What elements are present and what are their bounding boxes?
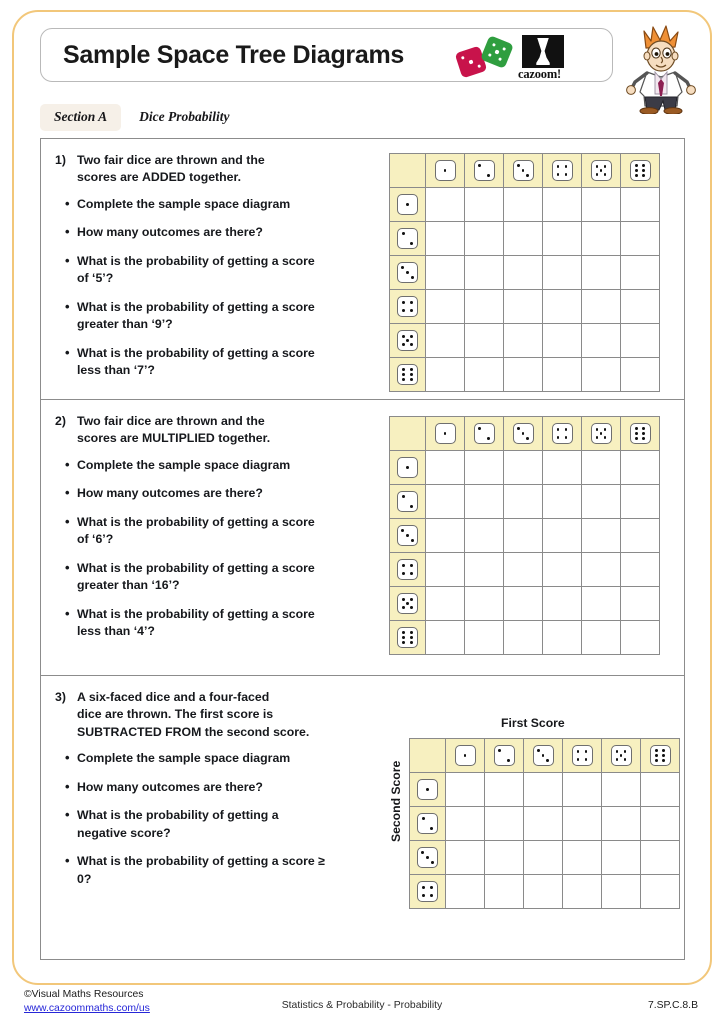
die-6-icon [397,627,418,648]
grid-answer-cell[interactable] [504,324,543,358]
grid-answer-cell[interactable] [543,485,582,519]
die-4-icon [417,881,438,902]
grid-answer-cell[interactable] [504,621,543,655]
question-block-2 [41,400,684,675]
bullet-item: • How many outcomes are there? [77,224,329,241]
grid-row-header [390,621,426,655]
bullet-item: • What is the probability of getting a negative score? [77,807,329,842]
grid-answer-cell[interactable] [543,324,582,358]
die-5-icon [591,160,612,181]
die-1-icon [435,423,456,444]
grid-answer-cell[interactable] [582,451,621,485]
grid-column-header [602,739,641,773]
grid-answer-cell[interactable] [621,553,660,587]
die-4-icon [397,296,418,317]
grid-answer-cell[interactable] [621,621,660,655]
grid-answer-cell[interactable] [465,222,504,256]
grid-answer-cell[interactable] [582,290,621,324]
die-3-icon [533,745,554,766]
die-5-icon [397,593,418,614]
grid-row-header [410,875,446,909]
bullet-item: • Complete the sample space diagram [77,457,329,474]
goblet-icon [522,35,564,68]
grid-answer-cell[interactable] [465,188,504,222]
die-6-icon [630,423,651,444]
grid-column-header [543,417,582,451]
grid-answer-cell[interactable] [504,485,543,519]
grid-row-header [390,519,426,553]
grid-answer-cell[interactable] [504,256,543,290]
grid-row-header [390,485,426,519]
grid-column-header [621,417,660,451]
sample-space-grid-1[interactable] [389,153,660,392]
grid-answer-cell[interactable] [465,256,504,290]
grid-answer-cell[interactable] [426,553,465,587]
die-4-icon [552,160,573,181]
grid-row [390,188,660,222]
grid-answer-cell[interactable] [621,451,660,485]
grid-answer-cell[interactable] [641,841,680,875]
grid-answer-cell[interactable] [582,587,621,621]
grid-answer-cell[interactable] [621,222,660,256]
grid-answer-cell[interactable] [621,188,660,222]
grid-answer-cell[interactable] [504,451,543,485]
grid-column-header [524,739,563,773]
grid-column-header [465,417,504,451]
bullet-item: • How many outcomes are there? [77,485,329,502]
grid-row [410,841,680,875]
die-4-icon [552,423,573,444]
grid-answer-cell[interactable] [543,621,582,655]
grid-answer-cell[interactable] [465,358,504,392]
cazoom-wordmark: cazoom! [518,67,562,81]
grid-answer-cell[interactable] [465,587,504,621]
grid-answer-cell[interactable] [504,587,543,621]
footer-topic: Statistics & Probability - Probability [281,1000,443,1011]
question-stem [77,689,339,741]
grid-answer-cell[interactable] [582,519,621,553]
die-2-icon [397,228,418,249]
grid-row [390,519,660,553]
grid-answer-cell[interactable] [641,773,680,807]
grid-column-header [582,154,621,188]
grid-answer-cell[interactable] [426,451,465,485]
stem-line-2-pre: scores are [77,170,142,185]
die-3-icon [417,847,438,868]
die-2-icon [417,813,438,834]
stem-line-2-post: together. [185,170,242,185]
grid-column-header [543,154,582,188]
grid-row-header [390,222,426,256]
grid-row [410,807,680,841]
grid-answer-cell[interactable] [563,807,602,841]
grid-column-header [582,417,621,451]
first-score-axis-label: First Score [501,716,565,730]
title-bar [40,28,613,82]
grid-row [390,358,660,392]
section-topic: Dice Probability [139,109,230,124]
die-3-icon [513,160,534,181]
grid-answer-cell[interactable] [485,773,524,807]
grid-answer-cell[interactable] [563,875,602,909]
grid-answer-cell[interactable] [543,188,582,222]
grid-column-header [426,417,465,451]
grid-row [390,621,660,655]
question-block-3 [41,676,684,959]
grid-row [390,324,660,358]
grid-row-header [390,324,426,358]
bullet-item: • What is the probability of getting a score greater than ‘9’? [77,299,329,334]
grid-answer-cell[interactable] [465,485,504,519]
grid-answer-cell[interactable] [446,807,485,841]
grid-answer-cell[interactable] [543,553,582,587]
grid-row [410,773,680,807]
sample-space-grid-1-table[interactable] [389,153,660,392]
grid-corner-cell [390,154,426,188]
grid-row-header [390,553,426,587]
stem-line-2-post: the second score. [201,724,310,739]
grid-row [390,451,660,485]
grid-answer-cell[interactable] [426,256,465,290]
grid-row-header [390,290,426,324]
sample-space-grid-2-table[interactable] [389,416,660,655]
grid-answer-cell[interactable] [524,807,563,841]
die-2-icon [494,745,515,766]
grid-answer-cell[interactable] [621,290,660,324]
grid-answer-cell[interactable] [641,875,680,909]
grid-row-header [410,841,446,875]
grid-answer-cell[interactable] [543,587,582,621]
question-stem [77,152,265,187]
grid-column-header [446,739,485,773]
grid-header-row [390,154,660,188]
die-3-icon [513,423,534,444]
grid-answer-cell[interactable] [426,324,465,358]
grid-row-header [390,451,426,485]
grid-answer-cell[interactable] [621,324,660,358]
grid-row-header [390,358,426,392]
die-2-icon [474,423,495,444]
grid-answer-cell[interactable] [465,451,504,485]
grid-answer-cell[interactable] [582,324,621,358]
die-1-icon [455,745,476,766]
grid-answer-cell[interactable] [582,358,621,392]
grid-header-row [390,417,660,451]
die-3-icon [397,525,418,546]
grid-answer-cell[interactable] [582,256,621,290]
die-6-icon [397,364,418,385]
bullet-item: • What is the probability of getting a score of ‘6’? [77,514,329,549]
questions-container [40,138,685,960]
grid-answer-cell[interactable] [582,621,621,655]
grid-answer-cell[interactable] [485,841,524,875]
grid-row [390,222,660,256]
grid-answer-cell[interactable] [582,553,621,587]
grid-answer-cell[interactable] [563,773,602,807]
grid-column-header [485,739,524,773]
bullet-item: • What is the probability of getting a score less than ‘7’? [77,345,329,380]
grid-answer-cell[interactable] [504,519,543,553]
grid-row [390,256,660,290]
die-5-icon [397,330,418,351]
grid-answer-cell[interactable] [446,841,485,875]
stem-line-2-post: together. [214,431,271,446]
page-title: Sample Space Tree Diagrams [63,40,404,69]
grid-column-header [504,417,543,451]
grid-answer-cell[interactable] [426,621,465,655]
die-1-icon [435,160,456,181]
die-4-icon [572,745,593,766]
grid-answer-cell[interactable] [543,256,582,290]
bullet-item: • What is the probability of getting a score greater than ‘16’? [77,560,329,595]
sample-space-grid-3[interactable] [409,738,680,909]
grid-answer-cell[interactable] [543,519,582,553]
grid-answer-cell[interactable] [563,841,602,875]
bullet-item: • What is the probability of getting a score of ‘5’? [77,253,329,288]
grid-row [390,290,660,324]
grid-answer-cell[interactable] [426,587,465,621]
grid-answer-cell[interactable] [485,807,524,841]
grid-row [390,485,660,519]
grid-answer-cell[interactable] [582,485,621,519]
grid-column-header [621,154,660,188]
grid-answer-cell[interactable] [504,358,543,392]
grid-answer-cell[interactable] [504,553,543,587]
die-3-icon [397,262,418,283]
grid-answer-cell[interactable] [465,621,504,655]
die-6-icon [630,160,651,181]
sample-space-grid-2[interactable] [389,416,660,655]
question-stem [77,413,270,448]
bullet-item: • Complete the sample space diagram [77,750,329,767]
grid-answer-cell[interactable] [504,290,543,324]
grid-answer-cell[interactable] [504,222,543,256]
stem-line-1: Two fair dice are thrown and the [77,153,265,167]
grid-answer-cell[interactable] [602,807,641,841]
grid-row-header [410,807,446,841]
grid-answer-cell[interactable] [426,188,465,222]
footer-copyright: ©Visual Maths Resources [24,989,144,1000]
die-5-icon [591,423,612,444]
grid-answer-cell[interactable] [426,290,465,324]
grid-answer-cell[interactable] [524,875,563,909]
stem-emphasis: MULTIPLIED [141,431,215,446]
section-label: Section A [54,108,108,124]
die-1-icon [397,457,418,478]
bullet-item: • What is the probability of getting a score ≥ 0? [77,853,329,888]
stem-emphasis: SUBTRACTED FROM [77,724,202,739]
question-number: 2) [55,414,66,428]
footer-url-link[interactable]: www.cazoommaths.com/us [24,1002,150,1014]
grid-row-header [390,188,426,222]
grid-answer-cell[interactable] [543,358,582,392]
question-number: 1) [55,153,66,167]
grid-column-header [563,739,602,773]
grid-answer-cell[interactable] [602,841,641,875]
grid-answer-cell[interactable] [621,519,660,553]
grid-answer-cell[interactable] [465,553,504,587]
grid-row-header [410,773,446,807]
bullet-item: • What is the probability of getting a score less than ‘4’? [77,606,329,641]
grid-answer-cell[interactable] [641,807,680,841]
grid-answer-cell[interactable] [524,773,563,807]
grid-answer-cell[interactable] [426,485,465,519]
grid-answer-cell[interactable] [582,188,621,222]
grid-answer-cell[interactable] [426,519,465,553]
stem-line-2-pre: scores are [77,431,142,446]
grid-answer-cell[interactable] [426,358,465,392]
grid-answer-cell[interactable] [582,222,621,256]
footer-standard-code: 7.SP.C.8.B [647,1000,698,1011]
stem-line-1: Two fair dice are thrown and the [77,414,265,428]
cartoon-scientist-mascot-icon [620,22,702,114]
stem-line-1: A six-faced dice and a four-faced [77,690,270,704]
grid-answer-cell[interactable] [543,451,582,485]
sample-space-grid-3-table[interactable] [409,738,680,909]
grid-answer-cell[interactable] [485,875,524,909]
die-4-icon [397,559,418,580]
grid-row [390,553,660,587]
grid-answer-cell[interactable] [621,587,660,621]
die-6-icon [650,745,671,766]
die-1-icon [397,194,418,215]
grid-answer-cell[interactable] [524,841,563,875]
section-tab [40,104,121,131]
grid-answer-cell[interactable] [446,773,485,807]
grid-answer-cell[interactable] [465,519,504,553]
page-footer [0,988,724,1024]
grid-answer-cell[interactable] [465,324,504,358]
grid-answer-cell[interactable] [621,256,660,290]
grid-answer-cell[interactable] [621,358,660,392]
grid-column-header [426,154,465,188]
stem-emphasis: ADDED [141,170,186,185]
bullet-item: • How many outcomes are there? [77,779,329,796]
question-block-1 [41,139,684,399]
cazoom-logo [450,33,600,81]
grid-answer-cell[interactable] [446,875,485,909]
grid-answer-cell[interactable] [621,485,660,519]
grid-answer-cell[interactable] [543,290,582,324]
grid-row [410,875,680,909]
grid-answer-cell[interactable] [465,290,504,324]
question-number: 3) [55,690,66,704]
grid-header-row [410,739,680,773]
grid-corner-cell [410,739,446,773]
die-2-icon [474,160,495,181]
bullet-item: • Complete the sample space diagram [77,196,329,213]
grid-answer-cell[interactable] [426,222,465,256]
grid-answer-cell[interactable] [504,188,543,222]
grid-column-header [465,154,504,188]
section-row [40,104,230,130]
grid-row-header [390,256,426,290]
second-score-axis-label: Second Score [389,760,403,842]
die-5-icon [611,745,632,766]
die-1-icon [417,779,438,800]
stem-line-2-pre: dice are thrown. The first score is [77,707,274,722]
grid-column-header [504,154,543,188]
grid-answer-cell[interactable] [602,875,641,909]
grid-row [390,587,660,621]
die-2-icon [397,491,418,512]
grid-answer-cell[interactable] [543,222,582,256]
grid-corner-cell [390,417,426,451]
grid-answer-cell[interactable] [602,773,641,807]
grid-row-header [390,587,426,621]
grid-column-header [641,739,680,773]
